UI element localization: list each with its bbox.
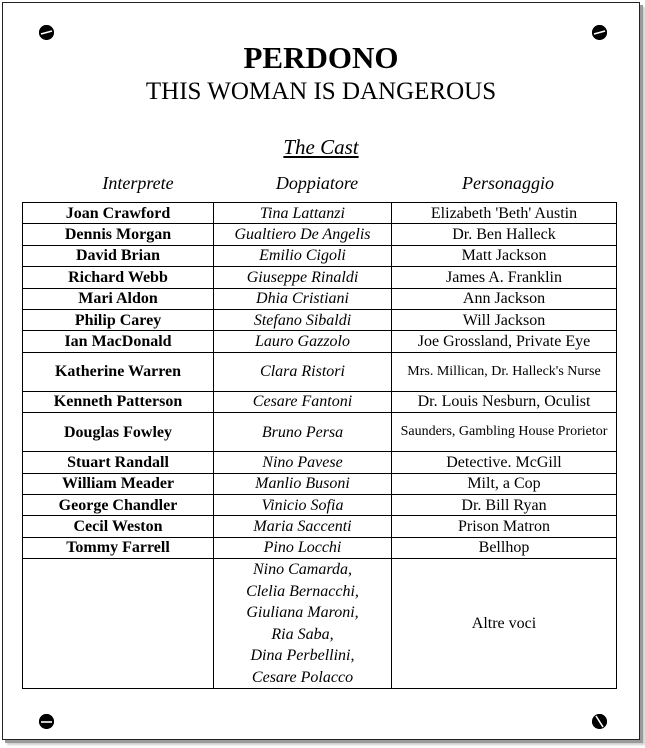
table-row bbox=[23, 224, 617, 245]
cast-plaque bbox=[2, 2, 640, 740]
actor-cell: Richard Webb bbox=[23, 267, 214, 288]
table-row bbox=[23, 537, 617, 558]
table-row bbox=[23, 352, 617, 391]
actor-cell: David Brian bbox=[23, 245, 214, 266]
page-subtitle: THIS WOMAN IS DANGEROUS bbox=[145, 78, 497, 105]
role-cell: Dr. Bill Ryan bbox=[392, 494, 617, 515]
actor-cell: William Meader bbox=[23, 473, 214, 494]
column-header-role: Personaggio bbox=[462, 173, 554, 193]
dubber-cell: Manlio Busoni bbox=[214, 473, 392, 494]
role-cell: Matt Jackson bbox=[392, 245, 617, 266]
role-cell: Ann Jackson bbox=[392, 288, 617, 309]
column-headers bbox=[3, 171, 639, 195]
actor-cell: Tommy Farrell bbox=[23, 537, 214, 558]
dubber-name: Nino Camarda, bbox=[253, 561, 352, 579]
dubber-name: Dina Perbellini, bbox=[250, 647, 355, 665]
column-header-actor: Interprete bbox=[102, 173, 174, 193]
dubber-cell: Stefano Sibaldi bbox=[214, 309, 392, 330]
dubber-cell: Giuseppe Rinaldi bbox=[214, 267, 392, 288]
table-row bbox=[23, 413, 617, 452]
cast-heading: The Cast bbox=[283, 135, 359, 159]
dubber-cell: Cesare Fantoni bbox=[214, 391, 392, 412]
table-row bbox=[23, 473, 617, 494]
role-cell: Mrs. Millican, Dr. Halleck's Nurse bbox=[392, 352, 617, 391]
cast-table bbox=[22, 202, 617, 689]
table-row bbox=[23, 391, 617, 412]
screw-icon bbox=[39, 25, 54, 40]
role-cell: Bellhop bbox=[392, 537, 617, 558]
dubber-name: Ria Saba, bbox=[271, 625, 334, 643]
actor-cell: Mari Aldon bbox=[23, 288, 214, 309]
dubber-cell: Dhia Cristiani bbox=[214, 288, 392, 309]
actor-cell: Kenneth Patterson bbox=[23, 391, 214, 412]
actor-cell: Stuart Randall bbox=[23, 452, 214, 473]
table-row bbox=[23, 203, 617, 224]
page-title: PERDONO bbox=[243, 40, 399, 75]
actor-cell: Dennis Morgan bbox=[23, 224, 214, 245]
dubber-cell: Gualtiero De Angelis bbox=[214, 224, 392, 245]
role-cell: Will Jackson bbox=[392, 309, 617, 330]
screw-icon bbox=[39, 714, 54, 729]
dubber-cell: Vinicio Sofia bbox=[214, 494, 392, 515]
actor-cell: Philip Carey bbox=[23, 309, 214, 330]
role-cell: Joe Grossland, Private Eye bbox=[392, 331, 617, 352]
table-row bbox=[23, 245, 617, 266]
table-row bbox=[23, 267, 617, 288]
screw-icon bbox=[592, 25, 607, 40]
actor-cell-empty bbox=[23, 559, 214, 689]
actor-cell: Cecil Weston bbox=[23, 516, 214, 537]
dubber-cell: Tina Lattanzi bbox=[214, 203, 392, 224]
column-header-dubber: Doppiatore bbox=[275, 173, 359, 193]
dubber-cell: Maria Saccenti bbox=[214, 516, 392, 537]
table-row bbox=[23, 494, 617, 515]
dubber-cell: Lauro Gazzolo bbox=[214, 331, 392, 352]
dubber-cell: Pino Locchi bbox=[214, 537, 392, 558]
role-cell: James A. Franklin bbox=[392, 267, 617, 288]
role-cell: Dr. Ben Halleck bbox=[392, 224, 617, 245]
screw-icon bbox=[592, 714, 607, 729]
role-cell: Dr. Louis Nesburn, Oculist bbox=[392, 391, 617, 412]
dubber-cell: Nino Pavese bbox=[214, 452, 392, 473]
dubber-cell: Bruno Persa bbox=[214, 413, 392, 452]
table-row bbox=[23, 516, 617, 537]
dubber-name: Cesare Polacco bbox=[251, 668, 354, 686]
role-cell: Elizabeth 'Beth' Austin bbox=[392, 203, 617, 224]
actor-cell: George Chandler bbox=[23, 494, 214, 515]
role-cell: Detective. McGill bbox=[392, 452, 617, 473]
role-cell: Milt, a Cop bbox=[392, 473, 617, 494]
dubber-cell: Clara Ristori bbox=[214, 352, 392, 391]
dubber-name: Clelia Bernacchi, bbox=[246, 582, 359, 600]
actor-cell: Katherine Warren bbox=[23, 352, 214, 391]
role-cell: Prison Matron bbox=[392, 516, 617, 537]
table-row bbox=[23, 331, 617, 352]
actor-cell: Joan Crawford bbox=[23, 203, 214, 224]
table-row bbox=[23, 309, 617, 330]
table-row-other-voices bbox=[23, 559, 617, 689]
role-cell: Altre voci bbox=[392, 559, 617, 689]
dubber-name: Giuliana Maroni, bbox=[246, 604, 359, 622]
table-row bbox=[23, 452, 617, 473]
dubber-cell-list bbox=[214, 559, 392, 689]
table-row bbox=[23, 288, 617, 309]
role-cell: Saunders, Gambling House Prorietor bbox=[392, 413, 617, 452]
actor-cell: Ian MacDonald bbox=[23, 331, 214, 352]
actor-cell: Douglas Fowley bbox=[23, 413, 214, 452]
dubber-cell: Emilio Cigoli bbox=[214, 245, 392, 266]
